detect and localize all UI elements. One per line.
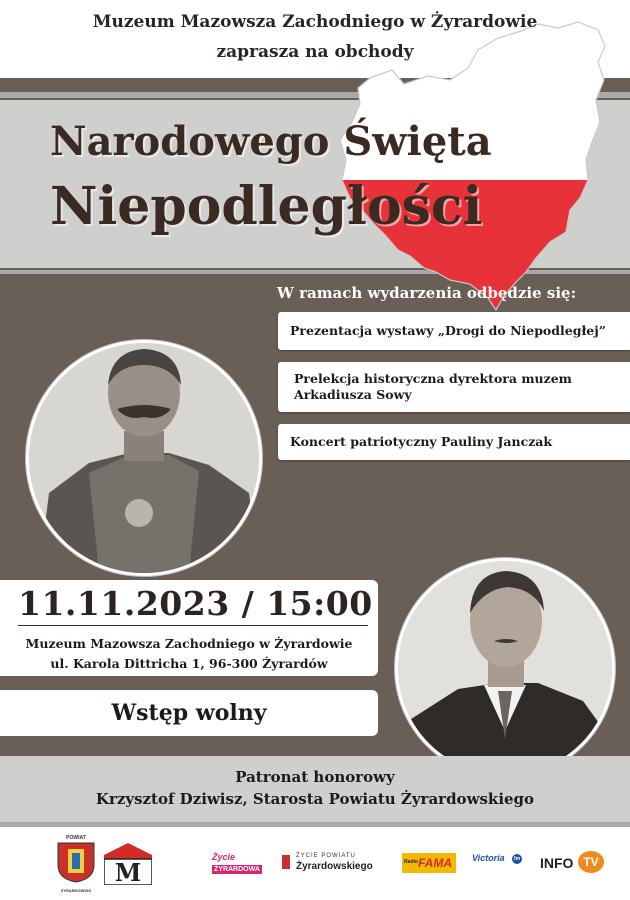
- portrait-right: [395, 558, 615, 778]
- radio-fama-text: FAMA: [418, 856, 452, 870]
- zycie-powiatu-top: ŻYCIE POWIATU: [296, 853, 356, 859]
- museum-logo-letter: M: [114, 858, 142, 887]
- program-item-text: Koncert patriotyczny Pauliny Janczak: [290, 434, 553, 449]
- event-date-time: 11.11.2023 / 15:00: [18, 584, 373, 623]
- patronage-band: [0, 756, 630, 822]
- powiat-logo: [54, 835, 98, 893]
- program-item-text: Prelekcja historyczna dyrektora muzem: [294, 371, 572, 386]
- title-line-1: Narodowego Święta: [50, 118, 492, 165]
- info-tv-logo: [540, 851, 610, 879]
- info-tv-text: INFO: [540, 855, 574, 871]
- event-venue: Muzeum Mazowsza Zachodniego w Żyrardowie: [25, 636, 353, 651]
- patronage-patron: Krzysztof Dziwisz, Starosta Powiatu Żyrardowskiego: [95, 790, 535, 808]
- free-entry-label: Wstęp wolny: [111, 700, 267, 726]
- program-item-lecture: [278, 362, 630, 412]
- zycie-logo-subtext: ŻYRARDOWA: [214, 866, 260, 873]
- zycie-powiatu-icon: [282, 855, 290, 869]
- victoria-fm-logo: [472, 849, 524, 879]
- info-tv-badge: TV: [578, 851, 604, 873]
- program-item-exhibition: [278, 312, 630, 350]
- victoria-logo-text: Victoria: [472, 853, 505, 863]
- portrait-left-image: [29, 343, 259, 573]
- header-line-1: Muzeum Mazowsza Zachodniego w Żyrardowie: [92, 12, 538, 32]
- coat-of-arms-icon: [54, 841, 98, 883]
- zycie-zyrardowa-logo: [212, 853, 270, 873]
- radio-fama-logo: [402, 853, 456, 873]
- powiat-logo-top-text: POWIAT: [66, 835, 86, 841]
- date-divider: [18, 625, 368, 626]
- program-heading: W ramach wydarzenia odbędzie się:: [277, 284, 577, 302]
- portrait-left: [26, 340, 262, 576]
- zycie-logo-text: Życie: [212, 852, 236, 862]
- zycie-powiatu-logo: [282, 853, 392, 875]
- portrait-right-image: [398, 561, 612, 775]
- program-item-concert: [278, 424, 630, 460]
- powiat-logo-bottom-text: ŻYRARDOWSKI: [60, 888, 92, 893]
- title-line-2: Niepodległości: [50, 176, 483, 237]
- header-line-2: zaprasza na obchody: [216, 42, 414, 62]
- sponsor-logos: [0, 827, 630, 900]
- program-item-text: Prezentacja wystawy „Drogi do Niepodległej”: [290, 323, 606, 338]
- zycie-powiatu-bottom: Żyrardowskiego: [296, 861, 373, 872]
- patronage-heading: Patronat honorowy: [235, 768, 395, 786]
- museum-logo: [104, 841, 152, 885]
- victoria-fm-badge: fm: [513, 856, 521, 862]
- program-item-text: Arkadiusza Sowy: [294, 387, 412, 402]
- event-address: ul. Karola Dittricha 1, 96-300 Żyrardów: [50, 656, 328, 671]
- radio-fama-small: Radio: [404, 859, 418, 865]
